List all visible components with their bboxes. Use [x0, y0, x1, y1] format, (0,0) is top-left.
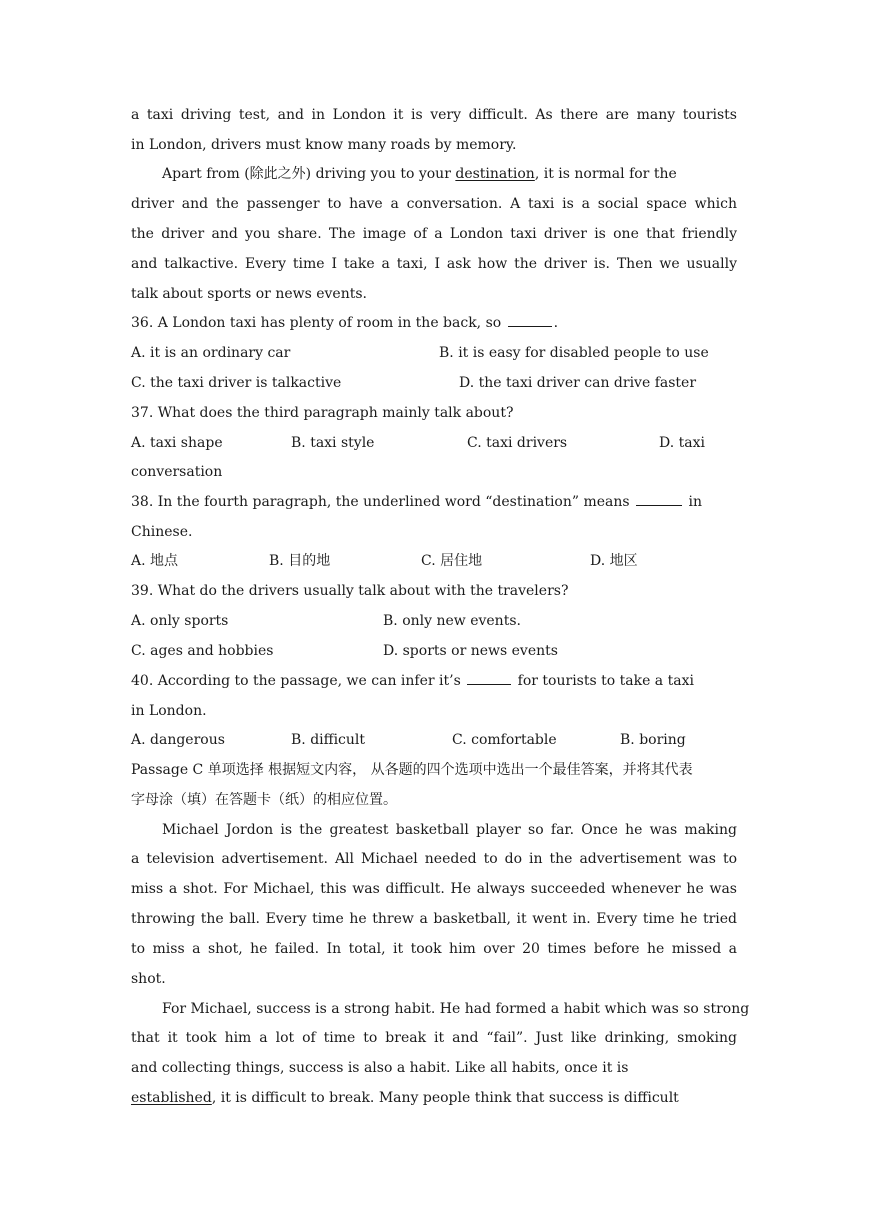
question-38-stem-continuation: Chinese. [131, 524, 193, 540]
question-40-stem [131, 672, 737, 690]
option-a: A. dangerous [131, 732, 225, 748]
stem-text: for tourists to take a taxi [517, 673, 694, 689]
paragraph-line: and talkactive. Every time I take a taxi, I ask how the driver is. Then we usually [131, 256, 737, 272]
option-a: A. 地点 [131, 553, 179, 569]
paragraph-line [162, 165, 737, 183]
question-39-options-row [131, 642, 751, 660]
paragraph-line: and collecting things, success is also a habit. Like all habits, once it is [131, 1060, 629, 1076]
paragraph-line: talk about sports or news events. [131, 286, 367, 302]
option-b: B. 目的地 [269, 553, 331, 569]
option-a: A. taxi shape [131, 435, 223, 451]
paragraph-text: Apart from (除此之外) driving you to your [162, 166, 451, 182]
question-39-stem: 39. What do the drivers usually talk about with the travelers? [131, 583, 569, 599]
paragraph-line [131, 1089, 737, 1107]
stem-text: . [553, 315, 559, 331]
stem-text: 38. In the fourth paragraph, the underlined word “destination” means [131, 494, 630, 510]
stem-text: 40. According to the passage, we can infer it’s [131, 673, 461, 689]
option-b: B. only new events. [383, 613, 521, 629]
option-c: C. comfortable [452, 732, 557, 748]
question-38-options-row [131, 552, 751, 570]
paragraph-line: Michael Jordon is the greatest basketball player so far. Once he was making [162, 822, 737, 838]
paragraph-line: For Michael, success is a strong habit. He had formed a habit which was so strong [162, 1001, 750, 1017]
paragraph-line: a television advertisement. All Michael needed to do in the advertisement was to [131, 851, 737, 867]
option-d: D. 地区 [590, 553, 638, 569]
answer-blank [636, 493, 682, 506]
option-c: C. the taxi driver is talkactive [131, 375, 342, 391]
paragraph-text: , it is difficult to break. Many people think that success is difficult [211, 1090, 679, 1106]
paragraph-line: to miss a shot, he failed. In total, it took him over 20 times before he missed a [131, 941, 737, 957]
paragraph-line: in London, drivers must know many roads by memory. [131, 137, 517, 153]
option-c: C. 居住地 [421, 553, 483, 569]
paragraph-line: miss a shot. For Michael, this was difficult. He always succeeded whenever he was [131, 881, 737, 897]
option-b: B. difficult [291, 732, 366, 748]
passage-c-instructions: 字母涂（填）在答题卡（纸）的相应位置。 [131, 792, 397, 808]
option-d: D. the taxi driver can drive faster [459, 375, 697, 391]
paragraph-line: the driver and you share. The image of a London taxi driver is one that friendly [131, 226, 737, 242]
question-40-options-row [131, 731, 751, 749]
answer-blank [467, 672, 511, 685]
question-37-options-row [131, 434, 751, 452]
question-38-stem [131, 493, 737, 511]
paragraph-line: a taxi driving test, and in London it is very difficult. As there are many tourists [131, 107, 737, 123]
question-37-stem: 37. What does the third paragraph mainly talk about? [131, 405, 514, 421]
paragraph-line: throwing the ball. Every time he threw a basketball, it went in. Every time he tried [131, 911, 737, 927]
option-c: C. ages and hobbies [131, 643, 274, 659]
option-d: D. sports or news events [383, 643, 558, 659]
option-d-continuation: conversation [131, 464, 223, 480]
option-b: B. taxi style [291, 435, 375, 451]
option-a: A. it is an ordinary car [131, 345, 291, 361]
underlined-word-destination: destination [455, 166, 535, 182]
paragraph-line: driver and the passenger to have a conversation. A taxi is a social space which [131, 196, 737, 212]
passage-c-instructions: Passage C 单项选择 根据短文内容， 从各题的四个选项中选出一个最佳答案，并将其代表 [131, 762, 693, 778]
paragraph-text: , it is normal for the [534, 166, 677, 182]
option-d: B. boring [620, 732, 686, 748]
option-b: B. it is easy for disabled people to use [439, 345, 709, 361]
question-40-stem-continuation: in London. [131, 703, 207, 719]
underlined-word-established: established [131, 1090, 212, 1106]
stem-text: 36. A London taxi has plenty of room in the back, so [131, 315, 502, 331]
option-d: D. taxi [659, 435, 705, 451]
answer-blank [508, 314, 552, 327]
paragraph-line: shot. [131, 971, 166, 987]
question-39-options-row [131, 612, 751, 630]
stem-text: in [688, 494, 702, 510]
question-36-stem [131, 314, 737, 332]
option-c: C. taxi drivers [467, 435, 568, 451]
question-36-options-row [131, 374, 751, 392]
question-36-options-row [131, 344, 751, 362]
option-a: A. only sports [131, 613, 229, 629]
paragraph-line: that it took him a lot of time to break it and “fail”. Just like drinking, smoking [131, 1030, 737, 1046]
